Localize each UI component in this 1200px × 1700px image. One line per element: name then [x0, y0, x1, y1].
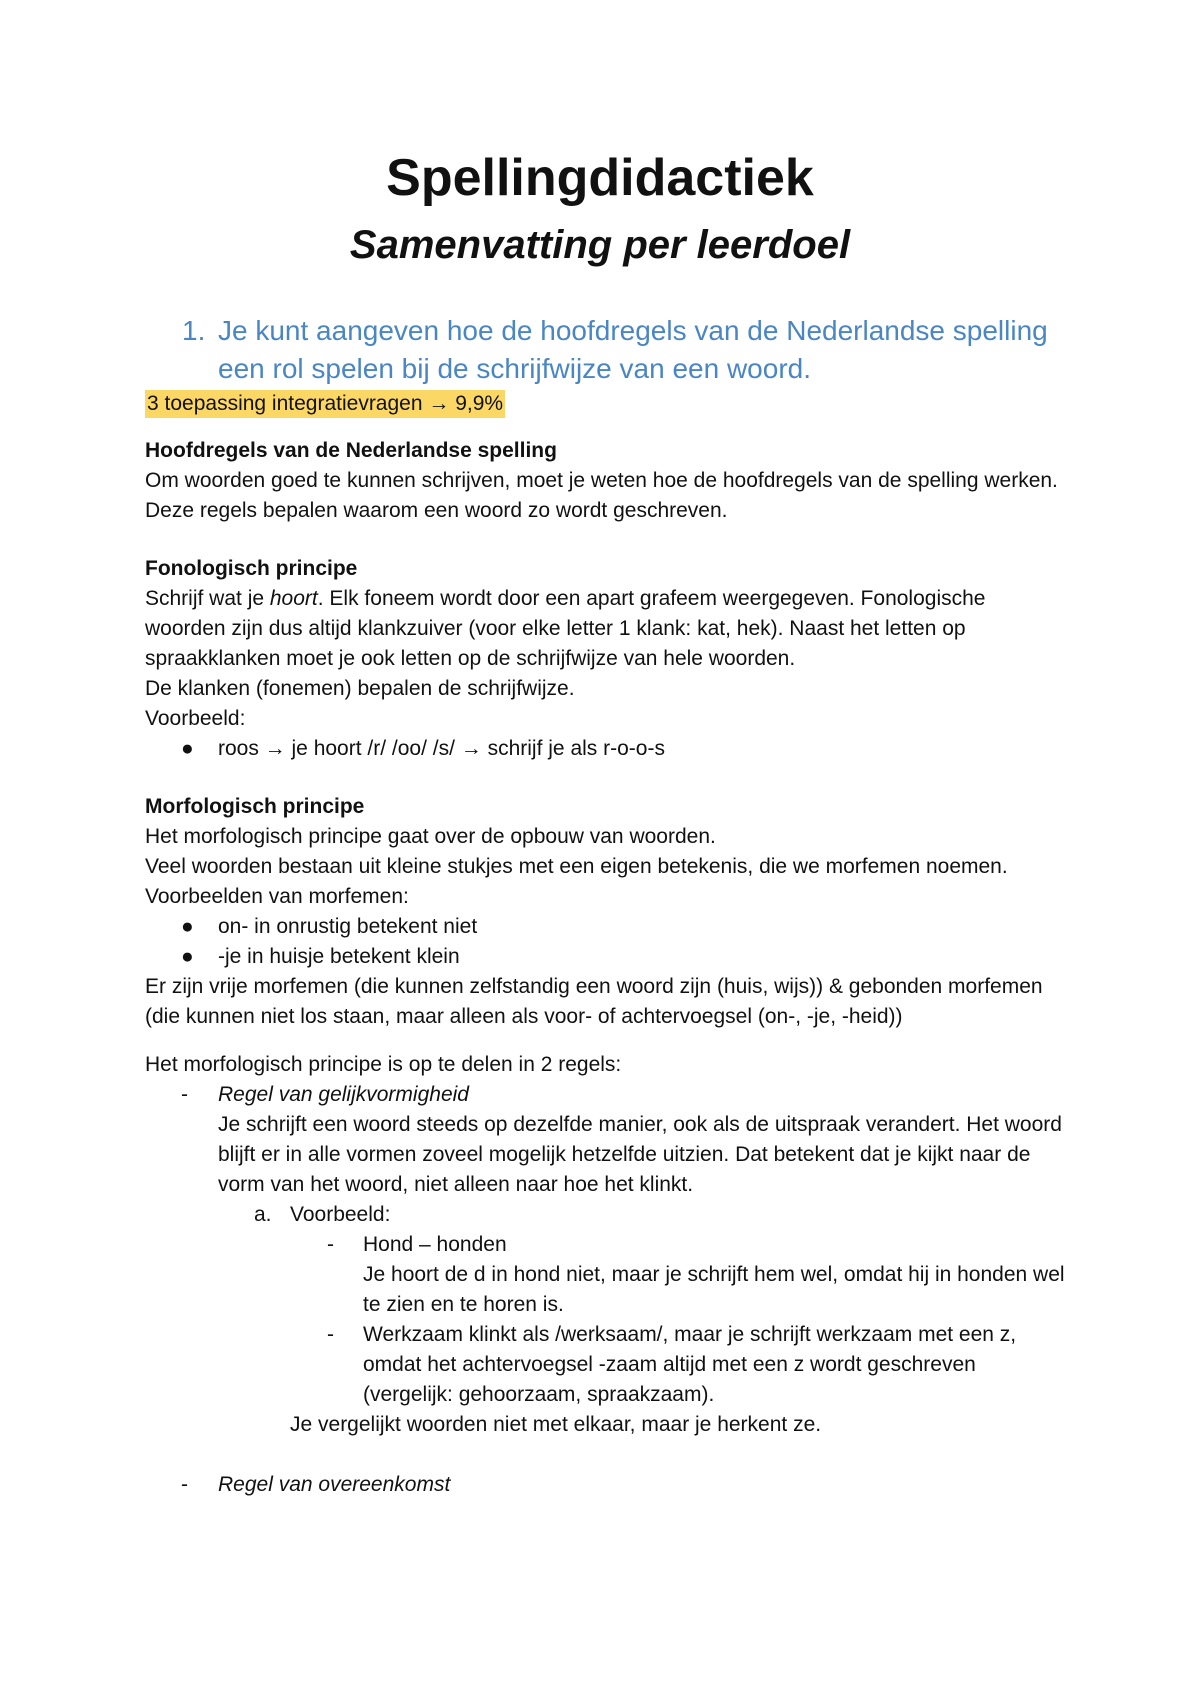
- bullet-icon: ●: [181, 945, 194, 968]
- dash-icon: -: [327, 1233, 334, 1256]
- morfeem-example: on- in onrustig betekent niet: [218, 915, 478, 938]
- dash-icon: -: [181, 1083, 188, 1106]
- highlighted-note: 3 toepassing integratievragen → 9,9%: [145, 390, 505, 418]
- dash-icon: -: [181, 1473, 188, 1496]
- example-item: [145, 1320, 1065, 1410]
- fonologisch-text-post: . Elk foneem wordt door een apart grafeem weergegeven. Fonologische woorden zijn dus altijd klankzuiver (voor elke letter 1 klank: kat, hek). Naast het letten op spraakklanken moet je ook letten op de schrijfwijze van hele woorden.: [145, 587, 986, 670]
- section-heading-fonologisch: Fonologisch principe: [145, 557, 358, 580]
- page-subtitle: Samenvatting per leerdoel: [349, 223, 851, 267]
- fonologisch-text-emphasis: hoort: [269, 587, 318, 610]
- example-text: Je hoort de d in hond niet, maar je schrijft hem wel, omdat hij in honden wel te zien en te horen is.: [363, 1263, 1065, 1316]
- fonologisch-example: roos → je hoort /r/ /oo/ /s/ → schrijf je als r-o-o-s: [218, 737, 665, 760]
- list-marker: a.: [254, 1203, 272, 1226]
- bullet-icon: ●: [181, 915, 194, 938]
- example-title: Hond – honden: [363, 1233, 507, 1256]
- list-item: [145, 942, 1065, 972]
- fonologisch-line2: De klanken (fonemen) bepalen de schrijfwijze.: [145, 677, 575, 700]
- goal-text: Je kunt aangeven hoe de hoofdregels van de Nederlandse spelling een rol spelen bij de schrijfwijze van een woord.: [218, 315, 1048, 384]
- morfeem-example: -je in huisje betekent klein: [218, 945, 460, 968]
- rules-intro: Het morfologisch principe is op te delen in 2 regels:: [145, 1053, 622, 1076]
- morfologisch-line3: Er zijn vrije morfemen (die kunnen zelfstandig een woord zijn (huis, wijs)) & gebonden morfemen (die kunnen niet los staan, maar alleen als voor- of achtervoegsel (on-, -je, -heid)): [145, 975, 1043, 1028]
- example-text: Werkzaam klinkt als /werksaam/, maar je schrijft werkzaam met een z, omdat het achtervoegsel -zaam altijd met een z wordt geschreven (vergelijk: gehoorzaam, spraakzaam).: [363, 1323, 1017, 1406]
- sub-list-item: [145, 1200, 1065, 1230]
- morfologisch-examples-label: Voorbeelden van morfemen:: [145, 885, 409, 908]
- spacer: [145, 764, 1065, 792]
- rule-closing: Je vergelijkt woorden niet met elkaar, maar je herkent ze.: [290, 1413, 822, 1436]
- list-item: [145, 912, 1065, 942]
- fonologisch-text: [145, 584, 1065, 674]
- spacer: [145, 526, 1065, 554]
- bullet-icon: ●: [181, 737, 194, 760]
- morfologisch-line1: Het morfologisch principe gaat over de opbouw van woorden.: [145, 825, 716, 848]
- fonologisch-example-label: Voorbeeld:: [145, 707, 246, 730]
- sub-label: Voorbeeld:: [290, 1203, 391, 1226]
- fonologisch-text-pre: Schrijf wat je: [145, 587, 270, 610]
- spacer: [145, 1032, 1065, 1050]
- dash-icon: -: [327, 1323, 334, 1346]
- document-body: [145, 436, 1065, 1500]
- rule-item-gelijkvormigheid: [145, 1080, 1065, 1110]
- rule-title: Regel van overeenkomst: [218, 1473, 451, 1496]
- section-heading-morfologisch: Morfologisch principe: [145, 795, 365, 818]
- page-title: Spellingdidactiek: [386, 149, 814, 207]
- rule-text: Je schrijft een woord steeds op dezelfde manier, ook als de uitspraak verandert. Het woord blijft er in alle vormen zoveel mogelijk hetzelfde uitzien. Dat betekent dat je kijkt naar de vorm van het woord, niet alleen naar hoe het klinkt.: [218, 1113, 1062, 1196]
- section-heading-hoofdregels: Hoofdregels van de Nederlandse spelling: [145, 439, 557, 462]
- list-item: [145, 734, 1065, 764]
- morfologisch-line2: Veel woorden bestaan uit kleine stukjes met een eigen betekenis, die we morfemen noemen.: [145, 855, 1008, 878]
- example-item: [145, 1230, 1065, 1260]
- hoofdregels-text: Om woorden goed te kunnen schrijven, moet je weten hoe de hoofdregels van de spelling werken. Deze regels bepalen waarom een woord zo wordt geschreven.: [145, 469, 1058, 522]
- goal-number: 1.: [182, 315, 206, 346]
- rule-item-overeenkomst: [145, 1470, 1065, 1500]
- rule-title: Regel van gelijkvormigheid: [218, 1083, 469, 1106]
- spacer: [145, 1440, 1065, 1470]
